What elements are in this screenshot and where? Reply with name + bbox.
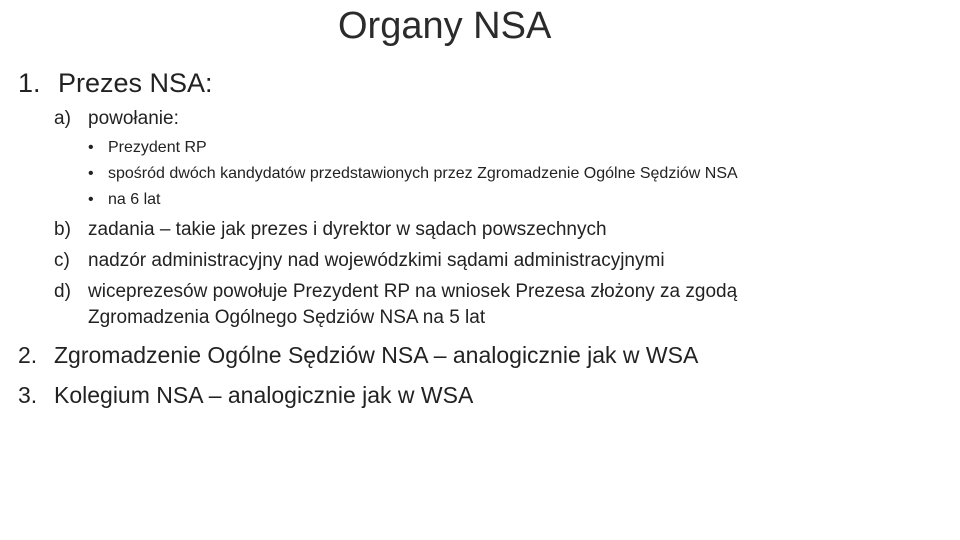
sublist-marker: b) [54,219,71,240]
sublist-item-text: nadzór administracyjny nad wojewódzkimi sądami administracyjnymi [88,250,665,271]
bullet-item [88,190,160,210]
list-marker: 1. [18,68,41,98]
bullet-text: Prezydent RP [108,139,207,156]
list-item-text: Kolegium NSA – analogicznie jak w WSA [54,382,474,408]
list-item-3 [18,381,473,409]
sublist-item-c [54,249,665,273]
sublist-item-text: powołanie: [88,108,179,129]
list-item-text: Prezes NSA: [58,68,213,98]
list-item-text: Zgromadzenie Ogólne Sędziów NSA – analogicznie jak w WSA [54,342,699,368]
bullet-icon: • [88,191,94,208]
list-marker: 2. [18,342,38,368]
bullet-icon: • [88,165,94,182]
slide-title: Organy NSA [338,5,552,47]
sublist-item-b [54,218,607,242]
list-item-1 [18,67,213,99]
sublist-marker: a) [54,108,71,129]
bullet-item [88,164,738,184]
sublist-marker: c) [54,250,70,271]
sublist-item-a [54,107,179,131]
bullet-text: spośród dwóch kandydatów przedstawionych przez Zgromadzenie Ogólne Sędziów NSA [108,165,738,182]
list-item-2 [18,341,698,369]
sublist-item-text: zadania – takie jak prezes i dyrektor w sądach powszechnych [88,219,607,240]
sublist-item-d-continuation: Zgromadzenia Ogólnego Sędziów NSA na 5 lat [88,307,486,328]
sublist-item-d [54,280,737,304]
bullet-text: na 6 lat [108,191,161,208]
sublist-item-text: wiceprezesów powołuje Prezydent RP na wniosek Prezesa złożony za zgodą [88,281,738,302]
bullet-icon: • [88,139,94,156]
bullet-item [88,138,207,158]
sublist-marker: d) [54,281,71,302]
list-marker: 3. [18,382,38,408]
